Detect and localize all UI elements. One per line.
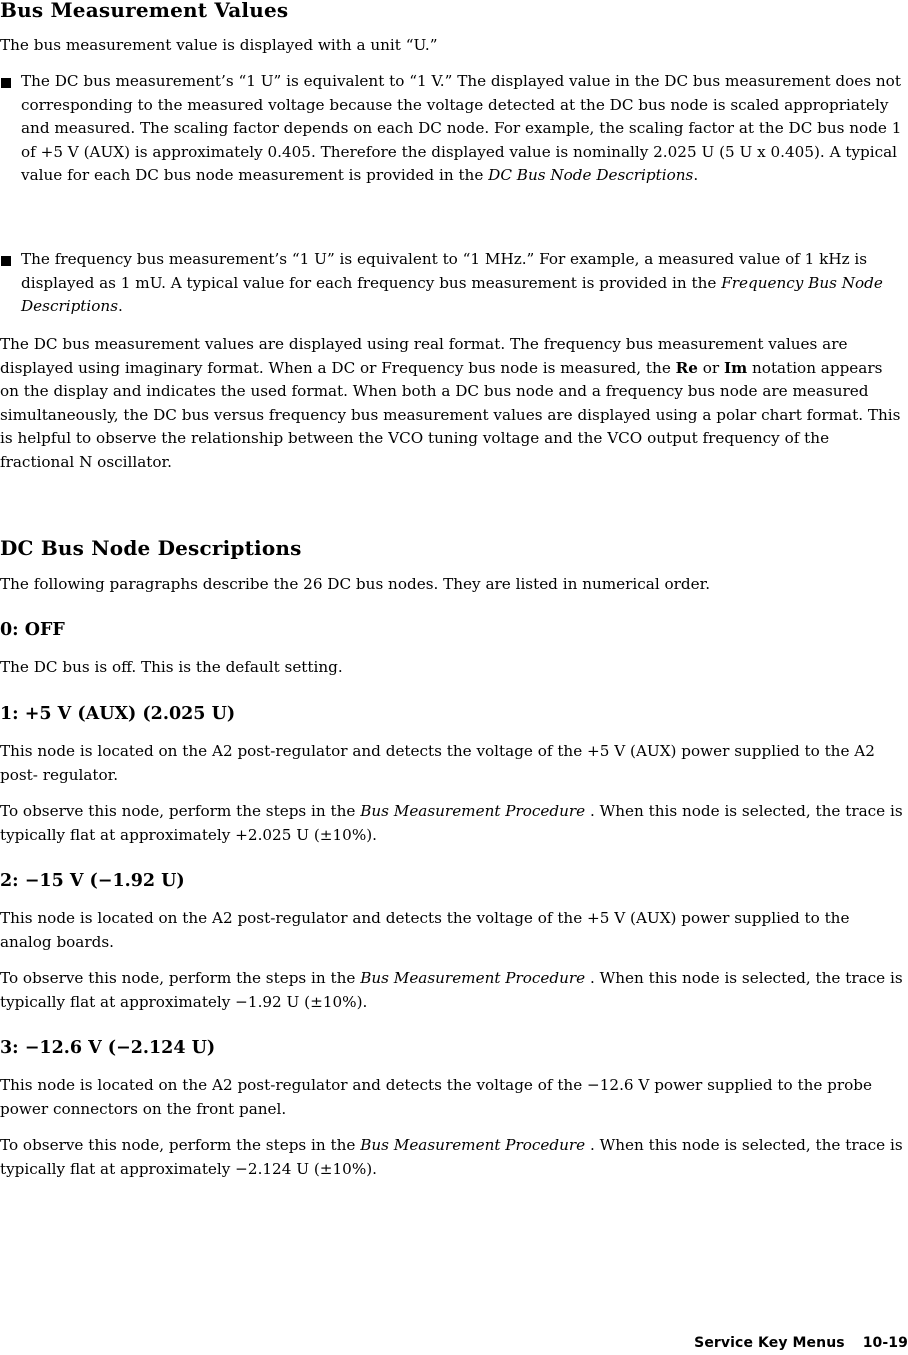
bullet-square-icon xyxy=(1,78,11,88)
bus-measurement-procedure-ref: Bus Measurement Procedure xyxy=(360,1136,586,1154)
node-0-desc: The DC bus is off. This is the default setting. xyxy=(0,658,343,676)
node-0-title: 0: OFF xyxy=(0,620,65,640)
frequency-bus-bullet-text: The frequency bus measurement’s “1 U” is equivalent to “1 MHz.” For example, a measured value of 1 kHz is displayed as 1 mU. A typical value for each frequency bus measurement is provided in the Frequency Bus Node Descriptions. xyxy=(21,250,883,316)
re-notation: Re xyxy=(675,358,698,377)
footer-page-number: 10-19 xyxy=(862,1335,908,1351)
bullet-square-icon xyxy=(1,256,11,266)
dc-nodes-intro: The following paragraphs describe the 26 DC bus nodes. They are listed in numerical order. xyxy=(0,575,711,593)
page-footer xyxy=(694,1335,908,1351)
node-1-title: 1: +5 V (AUX) (2.025 U) xyxy=(0,704,236,724)
node-3-title: 3: −12.6 V (−2.124 U) xyxy=(0,1038,216,1058)
node-1-desc: This node is located on the A2 post-regulator and detects the voltage of the +5 V (AUX) power supplied to the A2 post- regulator. xyxy=(0,742,875,784)
bus-measurement-values-heading: Bus Measurement Values xyxy=(0,0,289,22)
dc-bus-node-descriptions-heading: DC Bus Node Descriptions xyxy=(0,536,302,560)
frequency-bus-node-descriptions-ref: Frequency Bus Node Descriptions xyxy=(21,273,883,316)
im-notation: Im xyxy=(724,358,748,377)
dc-bus-node-descriptions-ref: DC Bus Node Descriptions xyxy=(488,166,694,185)
frequency-bus-bullet xyxy=(0,248,905,319)
format-paragraph: The DC bus measurement values are displayed using real format. The frequency bus measurement values are displayed using imaginary format. When a DC or Frequency bus node is measured, the Re or Im notation appears on the display and indicates the used format. When both a DC bus node and a frequency bus node are measured simultaneously, the DC bus versus frequency bus measurement values are displayed using a polar chart format. This is helpful to observe the relationship between the VCO tuning voltage and the VCO output frequency of the fractional N oscillator. xyxy=(0,335,901,471)
node-2-desc: This node is located on the A2 post-regulator and detects the voltage of the +5 V (AUX) power supplied to the analog boards. xyxy=(0,909,850,951)
footer-section-title: Service Key Menus xyxy=(694,1335,845,1351)
node-2-observe: To observe this node, perform the steps in the Bus Measurement Procedure . When this node is selected, the trace is typically flat at approximately −1.92 U (±10%). xyxy=(0,969,903,1011)
bus-measurement-procedure-ref: Bus Measurement Procedure xyxy=(360,802,586,820)
node-3-observe: To observe this node, perform the steps in the Bus Measurement Procedure . When this node is selected, the trace is typically flat at approximately −2.124 U (±10%). xyxy=(0,1136,903,1178)
dc-bus-bullet-text: The DC bus measurement’s “1 U” is equivalent to “1 V.” The displayed value in the DC bus measurement does not corresponding to the measured voltage because the voltage detected at the DC bus node is scaled appropriately and measured. The scaling factor depends on each DC node. For example, the scaling factor at the DC bus node 1 of +5 V (AUX) is approximately 0.405. Therefore the displayed value is nominally 2.025 U (5 U x 0.405). A typical value for each DC bus node measurement is provided in the DC Bus Node Descriptions. xyxy=(21,72,902,185)
node-3-desc: This node is located on the A2 post-regulator and detects the voltage of the −12.6 V power supplied to the probe power connectors on the front panel. xyxy=(0,1076,873,1118)
node-2-title: 2: −15 V (−1.92 U) xyxy=(0,871,185,891)
node-1-observe: To observe this node, perform the steps in the Bus Measurement Procedure . When this node is selected, the trace is typically flat at approximately +2.025 U (±10%). xyxy=(0,802,903,844)
bus-measurement-procedure-ref: Bus Measurement Procedure xyxy=(360,969,586,987)
dc-bus-bullet xyxy=(0,70,905,188)
bus-values-intro: The bus measurement value is displayed with a unit “U.” xyxy=(0,36,438,54)
